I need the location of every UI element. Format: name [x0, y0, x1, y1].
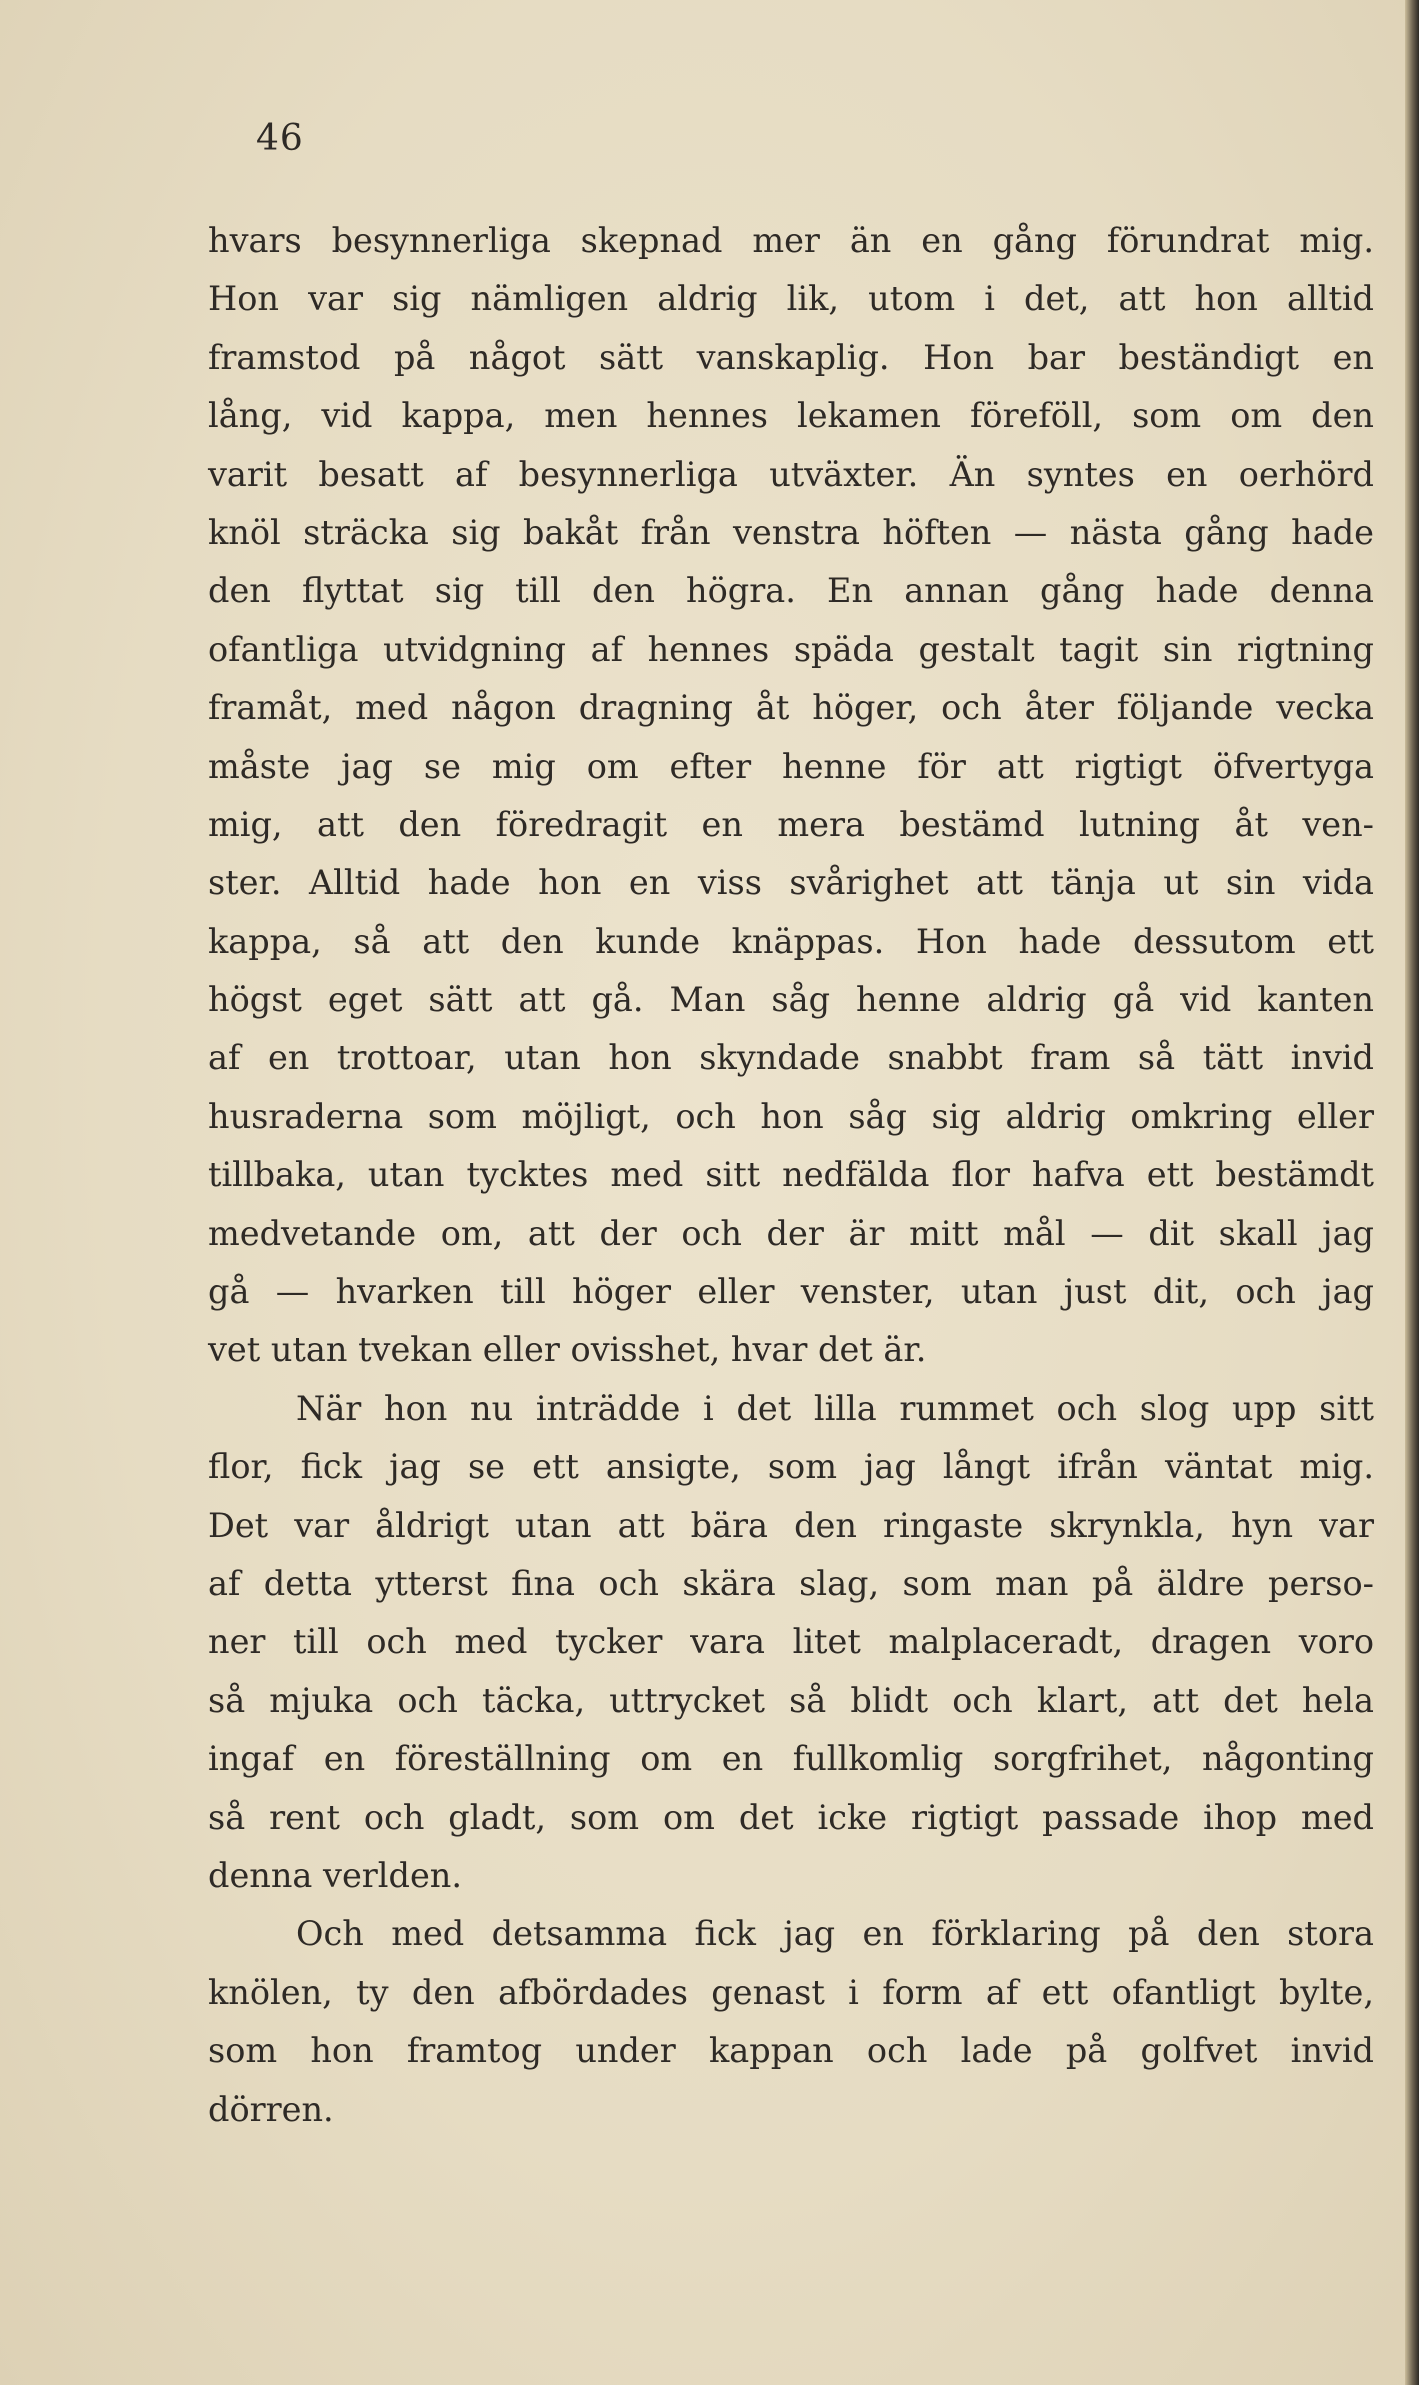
text-line: mig, att den föredragit en mera bestämd lutning åt ven-: [208, 804, 1374, 844]
text-line: högst eget sätt att gå. Man såg henne aldrig gå vid kanten: [208, 980, 1374, 1020]
text-line: så rent och gladt, som om det icke rigtigt passade ihop med: [208, 1797, 1374, 1837]
body-text: [208, 212, 1374, 2139]
page-edge-shadow: [1405, 0, 1419, 2385]
text-line: framstod på något sätt vanskaplig. Hon bar beständigt en: [208, 337, 1374, 377]
text-line: måste jag se mig om efter henne för att rigtigt öfvertyga: [208, 746, 1374, 786]
text-line: ner till och med tycker vara litet malplaceradt, dragen voro: [208, 1622, 1374, 1662]
text-line: ofantliga utvidgning af hennes späda gestalt tagit sin rigtning: [208, 629, 1374, 669]
text-line: medvetande om, att der och der är mitt mål — dit skall jag: [208, 1213, 1374, 1253]
text-line: lång, vid kappa, men hennes lekamen föreföll, som om den: [208, 396, 1374, 436]
text-line: kappa, så att den kunde knäppas. Hon hade dessutom ett: [208, 921, 1374, 961]
text-line: af en trottoar, utan hon skyndade snabbt fram så tätt invid: [208, 1038, 1374, 1078]
text-line: ingaf en föreställning om en fullkomlig sorgfrihet, någonting: [208, 1739, 1374, 1779]
text-line: framåt, med någon dragning åt höger, och åter följande vecka: [208, 688, 1374, 728]
text-line: Och med detsamma fick jag en förklaring på den stora: [296, 1914, 1374, 1954]
text-line: hvars besynnerliga skepnad mer än en gång förundrat mig.: [208, 221, 1374, 260]
text-line: vet utan tvekan eller ovisshet, hvar det är.: [208, 1330, 927, 1370]
text-line: dörren.: [208, 2089, 334, 2129]
page-number: 46: [256, 118, 304, 159]
text-line: När hon nu inträdde i det lilla rummet och slog upp sitt: [296, 1388, 1374, 1428]
text-line: den flyttat sig till den högra. En annan gång hade denna: [208, 571, 1374, 611]
text-line: husraderna som möjligt, och hon såg sig aldrig omkring eller: [208, 1096, 1374, 1136]
text-line: gå — hvarken till höger eller venster, utan just dit, och jag: [208, 1272, 1374, 1312]
text-line: varit besatt af besynnerliga utväxter. Än syntes en oerhörd: [208, 454, 1374, 494]
text-line: flor, fick jag se ett ansigte, som jag långt ifrån väntat mig.: [208, 1447, 1374, 1487]
text-line: så mjuka och täcka, uttrycket så blidt och klart, att det hela: [208, 1680, 1374, 1720]
text-line: af detta ytterst fina och skära slag, som man på äldre perso-: [208, 1563, 1374, 1603]
text-line: ster. Alltid hade hon en viss svårighet att tänja ut sin vida: [208, 863, 1374, 903]
text-line: tillbaka, utan tycktes med sitt nedfälda flor hafva ett bestämdt: [208, 1155, 1374, 1195]
text-line: knölen, ty den afbördades genast i form af ett ofantligt bylte,: [208, 1972, 1374, 2012]
text-line: knöl sträcka sig bakåt från venstra höften — nästa gång hade: [208, 512, 1374, 552]
text-line: Det var åldrigt utan att bära den ringaste skrynkla, hyn var: [208, 1505, 1374, 1545]
text-line: denna verlden.: [208, 1855, 463, 1895]
text-line: som hon framtog under kappan och lade på golfvet invid: [208, 2031, 1374, 2071]
text-line: Hon var sig nämligen aldrig lik, utom i det, att hon alltid: [208, 279, 1374, 319]
